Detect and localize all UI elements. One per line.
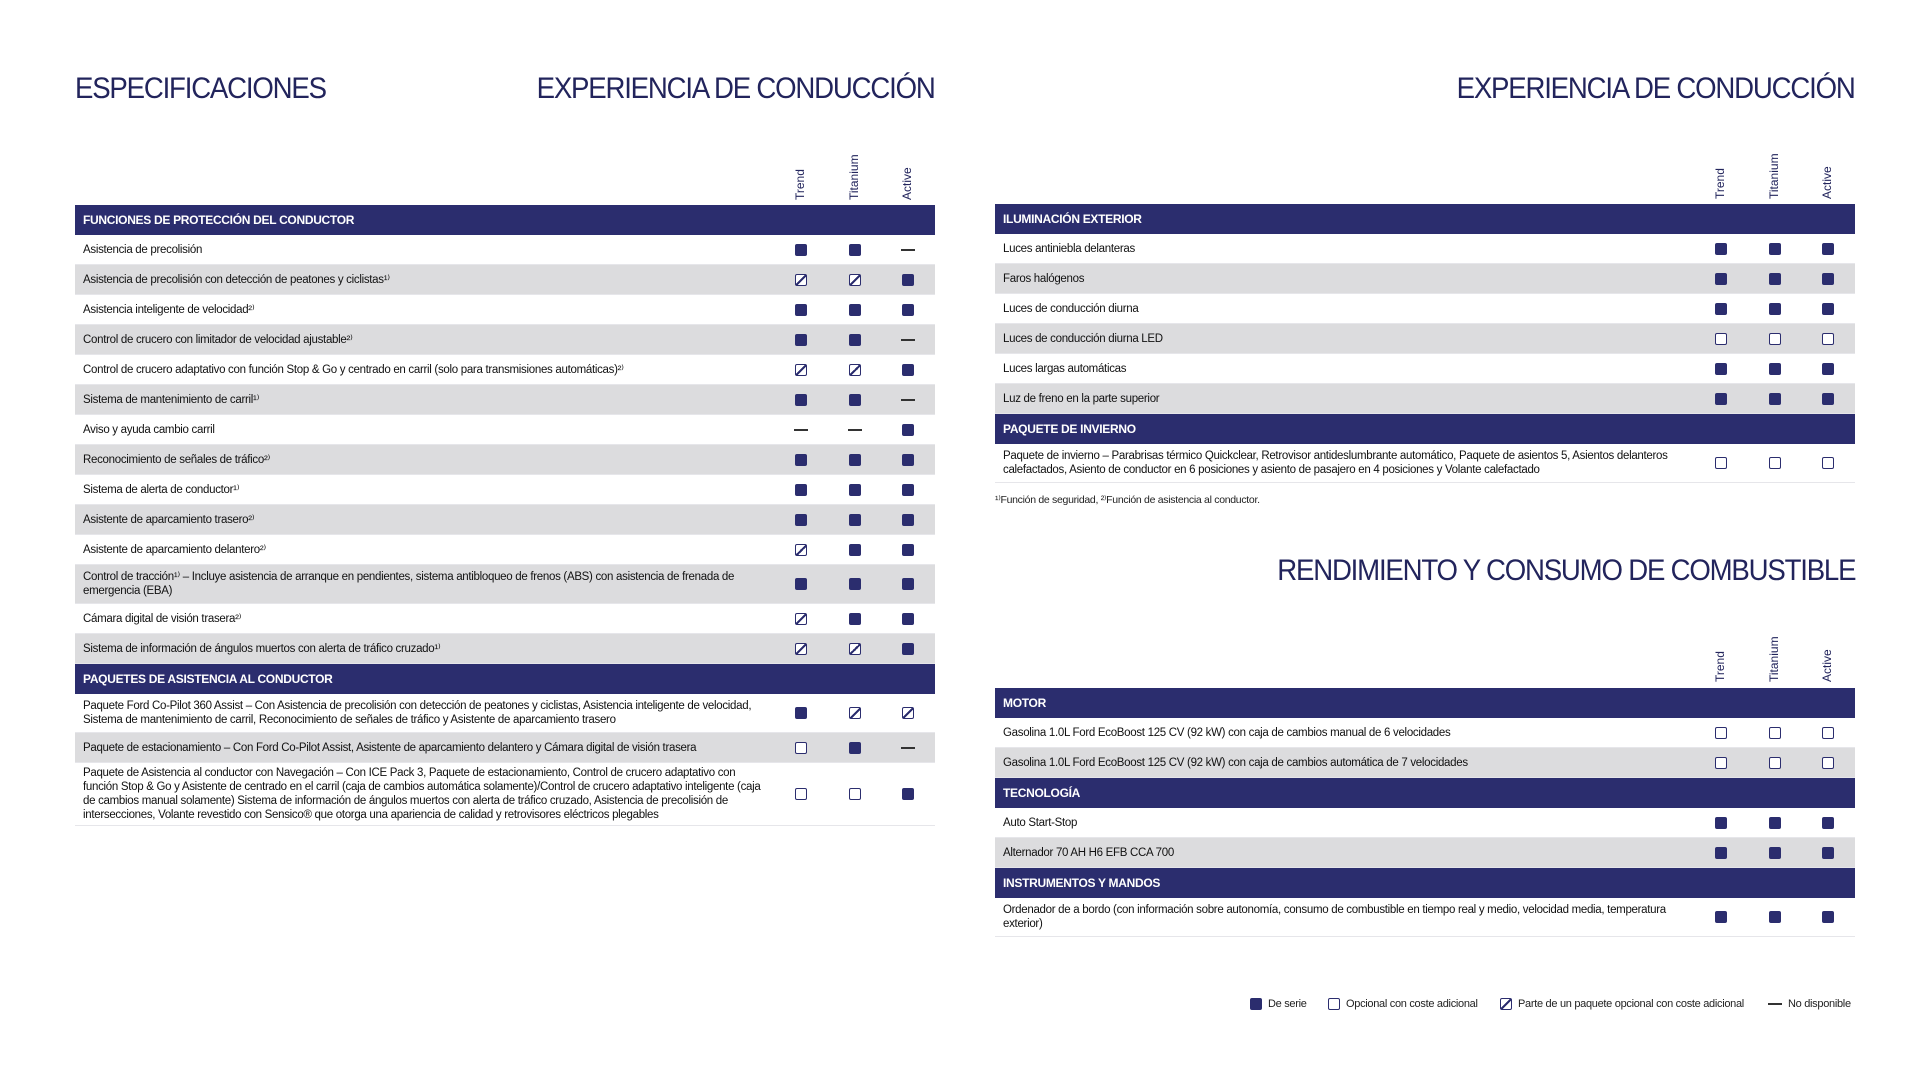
- standard-marker: [849, 613, 861, 625]
- row-label: Control de crucero con limitador de velocidad ajustable²⁾: [83, 333, 353, 346]
- table-row: [995, 748, 1855, 778]
- package-marker: [849, 364, 861, 376]
- standard-marker: [849, 544, 861, 556]
- section-header: MOTOR: [995, 688, 1855, 718]
- package-marker: [902, 707, 914, 719]
- row-label: Paquete de estacionamiento – Con Ford Co-Pilot Assist, Asistente de aparcamiento delantero y Cámara digital de visión trasera: [83, 741, 697, 754]
- not-available-marker-icon: [1768, 1003, 1782, 1005]
- not-available-marker: [901, 249, 915, 251]
- section-header: FUNCIONES DE PROTECCIÓN DEL CONDUCTOR: [75, 205, 935, 235]
- standard-marker-icon: [1250, 998, 1262, 1010]
- section-header: ILUMINACIÓN EXTERIOR: [995, 204, 1855, 234]
- package-marker: [849, 707, 861, 719]
- standard-marker: [795, 454, 807, 466]
- table-row: [995, 444, 1855, 483]
- standard-marker: [1715, 393, 1727, 405]
- table-row: [995, 294, 1855, 324]
- standard-marker: [849, 244, 861, 256]
- table-row: [75, 325, 935, 355]
- row-label: Luces de conducción diurna: [1003, 302, 1139, 315]
- optional-marker: [1715, 757, 1727, 769]
- standard-marker: [1769, 303, 1781, 315]
- standard-marker: [795, 244, 807, 256]
- table-row: [75, 535, 935, 565]
- standard-marker: [902, 544, 914, 556]
- row-label: Luces antiniebla delanteras: [1003, 242, 1135, 255]
- standard-marker: [902, 788, 914, 800]
- standard-marker: [1822, 273, 1834, 285]
- standard-marker: [849, 394, 861, 406]
- optional-marker: [1769, 333, 1781, 345]
- optional-marker: [1822, 727, 1834, 739]
- package-marker: [795, 544, 807, 556]
- optional-marker: [795, 742, 807, 754]
- legend-label: De serie: [1268, 998, 1307, 1010]
- row-label: Asistente de aparcamiento delantero²⁾: [83, 543, 266, 556]
- table-row: [995, 234, 1855, 264]
- optional-marker: [1769, 727, 1781, 739]
- column-header-active: Active: [1820, 649, 1834, 682]
- legend-item: [1500, 998, 1744, 1010]
- legend-label: Opcional con coste adicional: [1346, 998, 1478, 1010]
- column-header-active: Active: [1820, 166, 1834, 199]
- row-label: Auto Start-Stop: [1003, 816, 1078, 829]
- standard-marker: [795, 514, 807, 526]
- row-label: Asistencia de precolisión con detección de peatones y ciclistas¹⁾: [83, 273, 390, 286]
- table-row: [75, 763, 935, 826]
- optional-marker: [1822, 457, 1834, 469]
- standard-marker: [849, 514, 861, 526]
- row-label: Sistema de información de ángulos muertos con alerta de tráfico cruzado¹⁾: [83, 642, 441, 655]
- optional-marker: [1715, 457, 1727, 469]
- not-available-marker: [794, 429, 808, 431]
- row-label: Asistencia inteligente de velocidad²⁾: [83, 303, 255, 316]
- heading-driving-right: EXPERIENCIA DE CONDUCCIÓN: [1457, 72, 1855, 105]
- optional-marker: [1822, 757, 1834, 769]
- standard-marker: [1822, 817, 1834, 829]
- table-row: [995, 808, 1855, 838]
- standard-marker: [902, 364, 914, 376]
- section-header: PAQUETES DE ASISTENCIA AL CONDUCTOR: [75, 664, 935, 694]
- row-label: Luces largas automáticas: [1003, 362, 1127, 375]
- legend-label: Parte de un paquete opcional con coste adicional: [1518, 998, 1744, 1010]
- standard-marker: [795, 484, 807, 496]
- row-label: Cámara digital de visión trasera²⁾: [83, 612, 242, 625]
- standard-marker: [902, 484, 914, 496]
- standard-marker: [1822, 393, 1834, 405]
- standard-marker: [902, 304, 914, 316]
- table-row: [75, 634, 935, 664]
- table-row: [995, 354, 1855, 384]
- standard-marker: [1769, 911, 1781, 923]
- not-available-marker: [901, 747, 915, 749]
- column-header-trend: Trend: [1713, 651, 1727, 682]
- column-header-trend: Trend: [793, 169, 807, 200]
- standard-marker: [1769, 817, 1781, 829]
- section-header: INSTRUMENTOS Y MANDOS: [995, 868, 1855, 898]
- standard-marker: [1715, 363, 1727, 375]
- standard-marker: [795, 334, 807, 346]
- row-label: Paquete Ford Co-Pilot 360 Assist – Con Asistencia de precolisión con detección de peatones y ciclistas, Asistencia inteligente de velocidad, Sistema de mantenimiento de carril, Reconocimiento de señales de tráfico y Asistente de aparcamiento trasero: [83, 700, 752, 726]
- row-label: Gasolina 1.0L Ford EcoBoost 125 CV (92 kW) con caja de cambios automática de 7 velocidades: [1003, 756, 1468, 769]
- table-row: [75, 733, 935, 763]
- row-label: Aviso y ayuda cambio carril: [83, 423, 215, 436]
- table-row: [995, 264, 1855, 294]
- row-label: Luz de freno en la parte superior: [1003, 392, 1160, 405]
- footnote: ¹⁾Función de seguridad, ²⁾Función de asistencia al conductor.: [995, 494, 1260, 506]
- row-label: Sistema de mantenimiento de carril¹⁾: [83, 393, 260, 406]
- standard-marker: [1822, 911, 1834, 923]
- column-header-trend: Trend: [1713, 168, 1727, 199]
- section-header: PAQUETE DE INVIERNO: [995, 414, 1855, 444]
- standard-marker: [795, 304, 807, 316]
- optional-marker: [849, 788, 861, 800]
- table-row: [75, 565, 935, 604]
- package-marker: [795, 274, 807, 286]
- row-label: Control de tracción¹⁾ – Incluye asistencia de arranque en pendientes, sistema antibloqueo de frenos (ABS) con asistencia de frenada de emergencia (EBA): [83, 571, 735, 597]
- legend-item: [1768, 998, 1851, 1010]
- table-row: [75, 265, 935, 295]
- column-header-titanium: Titanium: [1767, 153, 1781, 199]
- column-header-active: Active: [900, 167, 914, 200]
- package-marker: [849, 643, 861, 655]
- row-label: Control de crucero adaptativo con función Stop & Go y centrado en carril (solo para transmisiones automáticas)²⁾: [83, 363, 624, 376]
- standard-marker: [1769, 363, 1781, 375]
- package-marker: [795, 643, 807, 655]
- standard-marker: [902, 613, 914, 625]
- table-row: [995, 384, 1855, 414]
- optional-marker: [1769, 457, 1781, 469]
- optional-marker-icon: [1328, 998, 1340, 1010]
- row-label: Sistema de alerta de conductor¹⁾: [83, 483, 240, 496]
- standard-marker: [902, 643, 914, 655]
- table-row: [75, 505, 935, 535]
- standard-marker: [1715, 847, 1727, 859]
- table-row: [75, 415, 935, 445]
- table-row: [75, 355, 935, 385]
- not-available-marker: [848, 429, 862, 431]
- row-label: Reconocimiento de señales de tráfico²⁾: [83, 453, 271, 466]
- standard-marker: [849, 304, 861, 316]
- heading-driving-left: EXPERIENCIA DE CONDUCCIÓN: [537, 72, 935, 105]
- standard-marker: [849, 484, 861, 496]
- right-top-table: [995, 204, 1855, 483]
- column-header-titanium: Titanium: [847, 154, 861, 200]
- row-label: Alternador 70 AH H6 EFB CCA 700: [1003, 846, 1174, 859]
- table-row: [75, 235, 935, 265]
- row-label: Asistencia de precolisión: [83, 243, 203, 256]
- package-marker-icon: [1500, 998, 1512, 1010]
- legend-label: No disponible: [1788, 998, 1851, 1010]
- row-label: Gasolina 1.0L Ford EcoBoost 125 CV (92 kW) con caja de cambios manual de 6 velocidades: [1003, 726, 1451, 739]
- table-row: [995, 898, 1855, 937]
- standard-marker: [1769, 243, 1781, 255]
- standard-marker: [1769, 393, 1781, 405]
- heading-specs: ESPECIFICACIONES: [75, 72, 326, 105]
- table-row: [75, 694, 935, 733]
- table-row: [995, 324, 1855, 354]
- table-row: [995, 718, 1855, 748]
- package-marker: [849, 274, 861, 286]
- standard-marker: [1715, 817, 1727, 829]
- row-label: Ordenador de a bordo (con información sobre autonomía, consumo de combustible en tiempo real y medio, velocidad media, temperatura exterior): [1003, 904, 1666, 930]
- section-header: TECNOLOGÍA: [995, 778, 1855, 808]
- right-bottom-table: [995, 688, 1855, 937]
- table-row: [75, 445, 935, 475]
- standard-marker: [902, 578, 914, 590]
- legend-item: [1250, 998, 1307, 1010]
- standard-marker: [1822, 243, 1834, 255]
- row-label: Asistente de aparcamiento trasero²⁾: [83, 513, 255, 526]
- not-available-marker: [901, 339, 915, 341]
- standard-marker: [1715, 303, 1727, 315]
- standard-marker: [849, 742, 861, 754]
- table-row: [75, 295, 935, 325]
- row-label: Paquete de invierno – Parabrisas térmico Quickclear, Retrovisor antideslumbrante automático, Paquete de asientos 5, Asientos delanteros calefactados, Asiento de conductor en 6 posiciones y asiento de pasajero en 4 posiciones y Volante calefactado: [1003, 450, 1668, 476]
- row-label: Paquete de Asistencia al conductor con Navegación – Con ICE Pack 3, Paquete de estacionamiento, Control de crucero adaptativo con función Stop & Go y Asistente de centrado en el carril (caja de cambios automática solamente)/Control de crucero adaptativo inteligente (caja de cambios manual solamente) Sistema de información de ángulos muertos con alerta de tráfico cruzado, Asistencia de precolisión de intersecciones, Volante revestido con Sensico® que otorga una apariencia de calidad y retrovisores eléctricos plegables: [83, 767, 761, 821]
- not-available-marker: [901, 399, 915, 401]
- legend-item: [1328, 998, 1478, 1010]
- standard-marker: [795, 578, 807, 590]
- optional-marker: [1715, 727, 1727, 739]
- row-label: Luces de conducción diurna LED: [1003, 332, 1163, 345]
- package-marker: [795, 364, 807, 376]
- table-row: [75, 604, 935, 634]
- standard-marker: [902, 424, 914, 436]
- table-row: [995, 838, 1855, 868]
- optional-marker: [1822, 333, 1834, 345]
- optional-marker: [1715, 333, 1727, 345]
- table-row: [75, 475, 935, 505]
- optional-marker: [1769, 757, 1781, 769]
- standard-marker: [902, 454, 914, 466]
- standard-marker: [1769, 847, 1781, 859]
- standard-marker: [849, 334, 861, 346]
- standard-marker: [849, 578, 861, 590]
- standard-marker: [849, 454, 861, 466]
- standard-marker: [902, 514, 914, 526]
- heading-performance: RENDIMIENTO Y CONSUMO DE COMBUSTIBLE: [1276, 554, 1855, 587]
- standard-marker: [902, 274, 914, 286]
- standard-marker: [1769, 273, 1781, 285]
- standard-marker: [1715, 273, 1727, 285]
- column-header-titanium: Titanium: [1767, 636, 1781, 682]
- optional-marker: [795, 788, 807, 800]
- row-label: Faros halógenos: [1003, 272, 1085, 285]
- standard-marker: [1822, 363, 1834, 375]
- standard-marker: [1822, 303, 1834, 315]
- package-marker: [795, 613, 807, 625]
- standard-marker: [1822, 847, 1834, 859]
- standard-marker: [1715, 911, 1727, 923]
- standard-marker: [795, 707, 807, 719]
- left-table: [75, 205, 935, 826]
- standard-marker: [1715, 243, 1727, 255]
- standard-marker: [795, 394, 807, 406]
- table-row: [75, 385, 935, 415]
